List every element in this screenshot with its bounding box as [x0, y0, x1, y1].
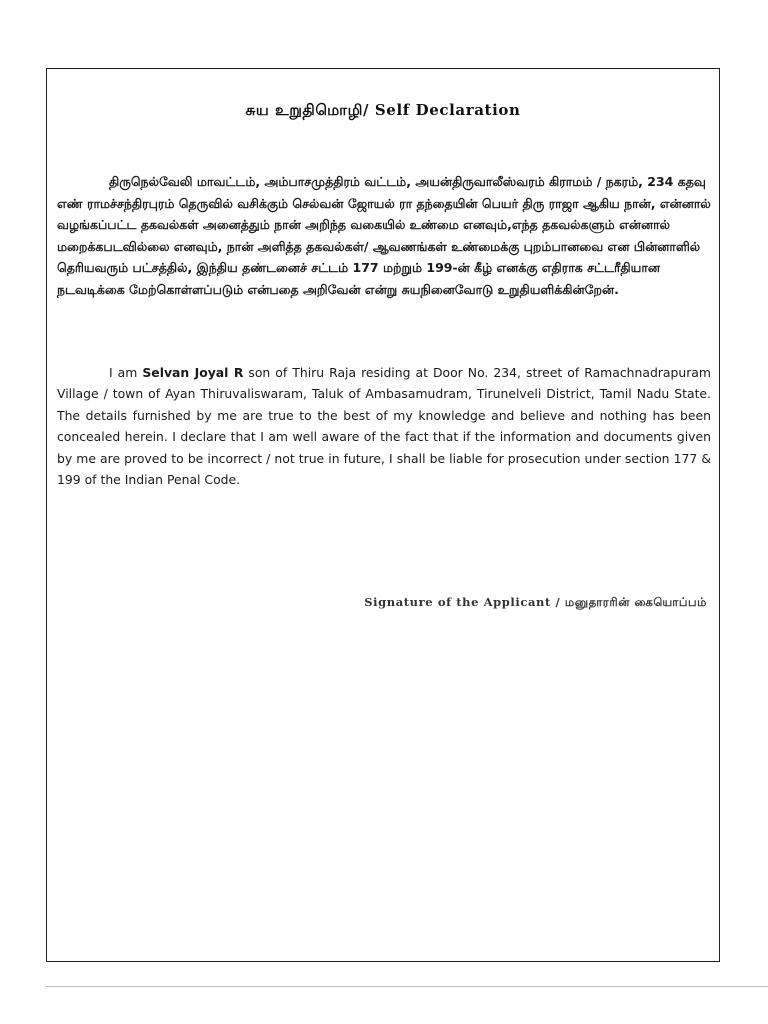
signature-label: Signature of the Applicant / மனுதாரரின் கையொப்பம் — [364, 595, 707, 609]
document-title: சுய உறுதிமொழி/ Self Declaration — [245, 101, 521, 119]
english-declaration-paragraph — [57, 362, 711, 490]
document-page — [46, 68, 720, 962]
page-divider — [46, 986, 768, 987]
english-intro: I am — [109, 365, 138, 380]
tamil-declaration-paragraph: திருநெல்வேலி மாவட்டம், அம்பாசமுத்திரம் வட்டம், அயன்திருவாலீஸ்வரம் கிராமம் / நகரம், 234 கதவு எண் ராமச்சந்திரபுரம் தெருவில் வசிக்கும் செல்வன் ஜோயல் ரா தந்தையின் பெயர் திரு ராஜா ஆகிய நான், என்னால் வழங்கப்பட்ட தகவல்கள் அனைத்தும் நான் அறிந்த வகையில் உண்மை எனவும்,எந்த தகவல்களும் என்னால் மறைக்கபடவில்லை எனவும், நான் அளித்த தகவல்கள்/ ஆவணங்கள் உண்மைக்கு புறம்பானவை என பின்னாளில் தெரியவரும் பட்சத்தில், இந்திய தண்டனைச் சட்டம் 177 மற்றும் 199-ன் கீழ் எனக்கு எதிராக சட்டரீதியான நடவடிக்கை மேற்கொள்ளப்படும் என்பதை அறிவேன் என்று சுயநினைவோடு உறுதியளிக்கின்றேன். — [57, 174, 711, 297]
english-body: son of Thiru Raja residing at Door No. 234, street of Ramachnadrapuram Village / town of Ayan Thiruvaliswaram, Taluk of Ambasamudram, Tirunelveli District, Tamil Nadu State. The details furnished by me are true to the best of my knowledge and believe and nothing has been concealed herein. I declare that I am well aware of the fact that if the information and documents given by me are proved to be incorrect / not true in future, I shall be liable for prosecution under section 177 & 199 of the Indian Penal Code. — [57, 365, 711, 488]
applicant-name: Selvan Joyal R — [142, 365, 244, 380]
